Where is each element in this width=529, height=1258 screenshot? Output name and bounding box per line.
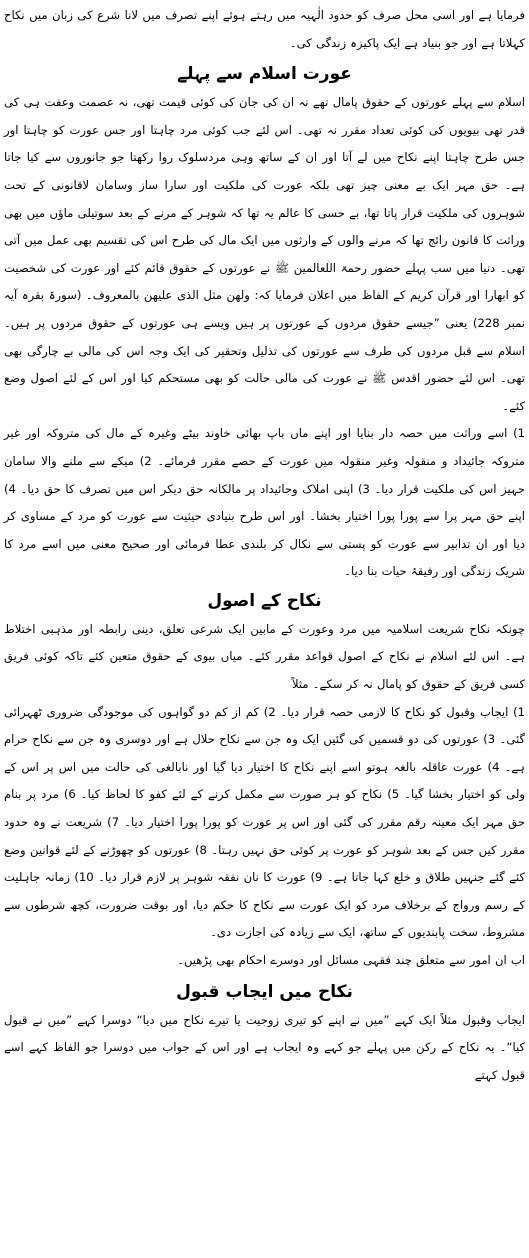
section-heading-nikah-principles: نکاح کے اصول: [207, 590, 322, 611]
section-heading-women-before-islam: عورت اسلام سے پہلے: [177, 64, 352, 85]
paragraph-further-reading: اب ان امور سے متعلق چند فقہی مسائل اور دوسرے احکام بھی پڑھیں۔: [177, 953, 525, 967]
paragraph-nikah-rules-list: 1) ایجاب وقبول کو نکاح کا لازمی حصہ قرار دیا۔ 2) کم از کم دو گواہوں کی موجودگی ضروری ٹھہرائی گئی۔ 3) عورتوں کی دو قسمیں کی گئیں ایک وہ جن سے نکاح حلال ہے اور دوسری وہ جن سے نکاح حرام ہے۔ 4) عورت عاقلہ بالغہ ہوتو اسے اپنے نکاح کا اختیار دیا گیا اور نابالغی کی حالت میں اس پر اس کے ولی کو اختیار بخشا گیا۔ 5) نکاح کو ہر صورت سے مکمل کرنے کے لئے کفو کا لحاظ کیا۔ 6) مرد پر بنام حق مہر ایک معینہ رقم مقرر کی گئی اور اس پر عورت کو پورا پورا اختیار دیا۔ 7) شریعت نے وہ حدود مقرر کیں جس کے بعد شوہر کو عورت پر کوئی حق نہیں رہتا۔ 8) عورتوں کو چھوڑنے کے لئے قوانین وضع کئے گئے جنہیں طلاق و خلع کہا جاتا ہے۔ 9) عورت کا نان نفقہ شوہر پر لازم قرار دیا۔ 10) زمانہ جاہلیت کے رسم ورواج کے برخلاف مرد کو ایک عورت سے نکاح کا حکم دیا، اور بوقت ضرورت، کچھ شرطوں سے مشروط، سخت پابندیوں کے ساتھ، ایک سے زیادہ کی اجازت دی۔: [4, 704, 526, 940]
section-heading-ijab-qubool: نکاح میں ایجاب قبول: [176, 981, 353, 1002]
paragraph-women-rights-history: اسلام سے پہلے عورتوں کے حقوق پامال تھے نہ ان کی جان کی کوئی قیمت تھی، نہ عصمت وعفت ہی کی قدر تھی بیویوں کی کوئی تعداد مقرر نہ تھی۔ اس لئے جب کوئی مرد چاہتا اور جس عورت کو چاہتا اور جس طرح چاہتا اپنے نکاح میں لے آتا اور ان کے ساتھ وہی مردسلوک روا رکھتا جو جانوروں سے کیا جاتا ہے۔ حق مہر ایک بے معنی چیز تھی بلکہ عورت کی ملکیت اور سارا ساز وسامان لاقانونی کے تحت شوہروں کی ملکیت قرار پاتا تھا، بے حسی کا عالم یہ تھا کہ شوہر کے مرنے کے بعد سوتیلی ماؤں میں بھی وراثت کا قانون رائج تھا کہ مرنے والوں کے وارثوں میں ایک مال کی طرح اس کی تقسیم بھی عمل میں آتی تھی۔ دنیا میں سب پہلے حضور رحمۃ اللعالمین ﷺ نے عورتوں کے حقوق قائم کئے اور عورت کی شخصیت کو ابھارا اور قرآن کریم کے الفاظ میں اعلان فرمایا کہ: ولھن مثل الذی علیھن بالمعروف۔ (سورۃ بقرہ آیہ نمبر 228) یعنی ”جیسے حقوق مردوں کے عورتوں پر ہیں ویسے ہی عورتوں کے حقوق مردوں پر ہیں۔ اسلام سے قبل مردوں کی طرف سے عورتوں کی تذلیل وتحقیر کی ایک وجہ اس کی مالی بے چارگی بھی تھی۔ اس لئے حضور اقدس ﷺ نے عورت کی مالی حالت کو بھی مستحکم کیا اور اس کے لئے اصول وضع کئے۔: [4, 95, 525, 413]
paragraph-ijab-qubool: ایجاب وقبول مثلاً ایک کہے ”میں نے اپنے کو تیری زوجیت یا تیرے نکاح میں دیا“ دوسرا کہے ”میں نے قبول کیا“۔ یہ نکاح کے رکن میں پہلے جو کہے وہ ایجاب ہے اور اس کے جواب میں دوسرا جو الفاظ کہے اسے قبول کہتے: [4, 1012, 525, 1082]
intro-paragraph: فرمایا ہے اور اسی محل صرف کو حدود الٰہیہ میں رہتے ہوئے اپنے تصرف میں لانا شرع کی زبان میں نکاح کہلاتا ہے اور جو بنیاد ہے ایک پاکیزہ زندگی کی۔: [4, 8, 525, 50]
paragraph-inheritance-rights-list: 1) اسے وراثت میں حصہ دار بنایا اور اپنے ماں باپ بھائی خاوند بیٹے وغیرہ کے مال کی متروکہ اور غیر متروکہ جائیداد و منقولہ وغیر منقولہ میں عورت کے حصے مقرر فرمائے۔ 2) میکے سے ملنے والا سامان جہیز اس کی ملکیت قرار دیا۔ 3) اپنی املاک وجائیداد پر مالکانہ حق دیکر اس میں تصرف کا حق دیا۔ 4) اپنے حق مہر پرا سے پورا پورا اختیار بخشا۔ اور اس طرح بنیادی حیثیت سے عورت کو مرد کے مساوی کر دیا اور ان تدابیر سے عورت کو پستی سے نکال کر بلندی عطا فرمائی اور صحیح معنی میں اسے مرد کا شریک زندگی اور رفیقۂ حیات بنا دیا۔: [4, 426, 525, 579]
paragraph-nikah-intro: چونکہ نکاح شریعت اسلامیہ میں مرد وعورت کے مابین ایک شرعی تعلق، دینی رابطہ اور مذہبی اختلاط ہے۔ اس لئے اسلام نے نکاح کے اصول قواعد مقرر کئے۔ میاں بیوی کے حقوق متعین کئے تاکہ کوئی فریق کسی فریق کے حقوق کو پامال نہ کر سکے۔ مثلاً: [4, 621, 525, 692]
